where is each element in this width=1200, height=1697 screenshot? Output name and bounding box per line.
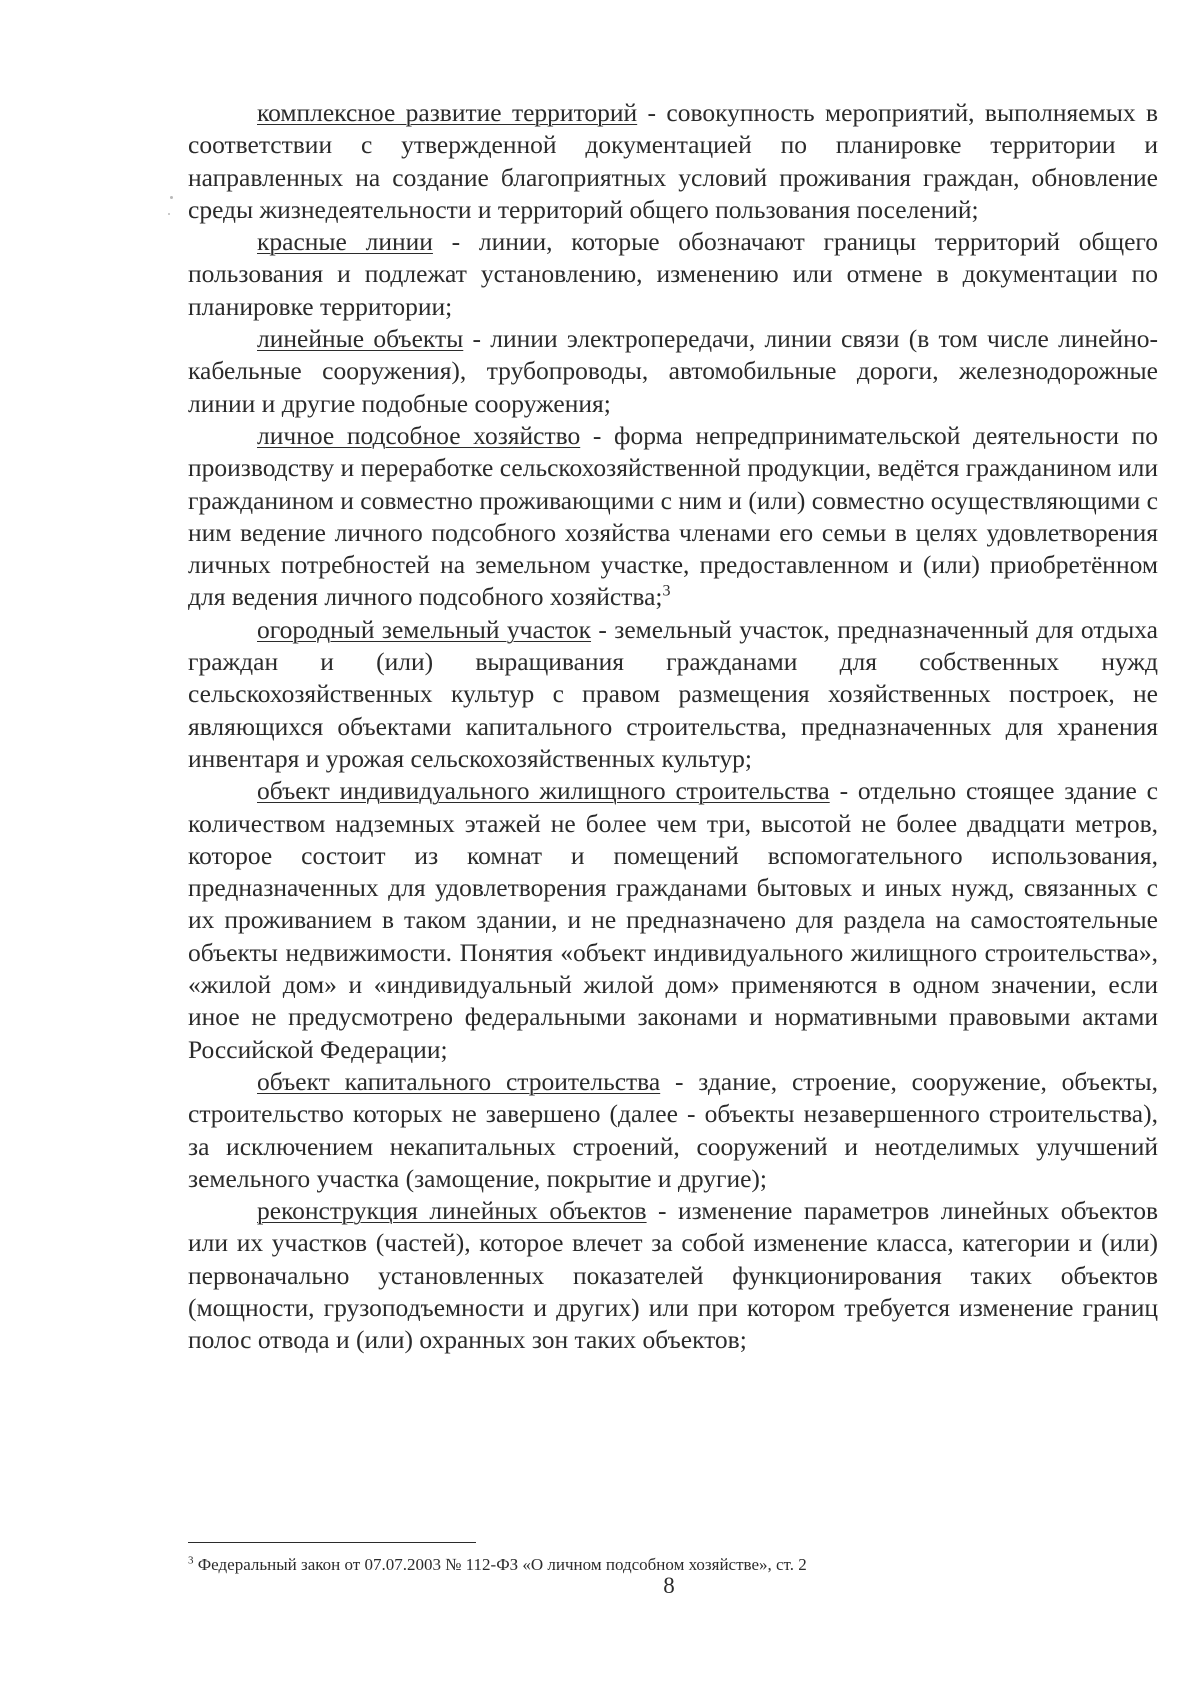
definition-term: личное подсобное хозяйство (257, 420, 581, 450)
definition-paragraph (188, 775, 1158, 1066)
definition-term: комплексное развитие территорий (257, 98, 638, 127)
definitions-list (188, 97, 1158, 1357)
definition-paragraph (188, 226, 1158, 323)
definition-term: реконструкция линейных объектов (257, 1196, 647, 1226)
definition-text: - отдельно стоящее здание с количеством надземных этажей не более чем три, высотой не более двадцати метров, которое состоит из комнат и помещений вспомогательного использования, предназначенных для удовлетворения гражданами бытовых и иных нужд, связанных с их проживанием в таком здании, и не предназначено для раздела на самостоятельные объекты недвижимости. Понятия «объект индивидуального жилищного строительства», «жилой дом» и «индивидуальный жилой дом» применяются в одном значении, если иное не предусмотрено федеральными законами и нормативными правовыми актами Российской Федерации; (188, 776, 1159, 1064)
definition-paragraph (188, 1195, 1158, 1356)
page-number: 8 (663, 1573, 675, 1598)
definition-term: красные линии (257, 227, 433, 257)
definition-text: - совокупность мероприятий, выполняемых в соответствии с утвержденной документацией по планировке территории и направленных на создание благоприятных условий проживания граждан, обновление среды жизнедеятельности и территорий общего пользования поселений; (188, 98, 1158, 224)
definition-term: линейные объекты (257, 324, 464, 354)
footnote-reference[interactable]: 3 (662, 582, 671, 600)
footnote-text: Федеральный закон от 07.07.2003 № 112-ФЗ «О личном подсобном хозяйстве», ст. 2 (197, 1555, 807, 1574)
footnote-separator (188, 1542, 476, 1543)
footnote (188, 1555, 1148, 1575)
definition-text: - земельный участок, предназначенный для отдыха граждан и (или) выращивания гражданами для собственных нужд сельскохозяйственных культур с правом размещения хозяйственных построек, не являющихся объектами капитального строительства, предназначенных для хранения инвентаря и урожая сельскохозяйственных культур; (188, 614, 1158, 773)
definition-term: объект капитального строительства (257, 1066, 661, 1096)
footnote-marker: 3 (188, 1554, 194, 1567)
definition-text: - линии, которые обозначают границы территорий общего пользования и подлежат установлению, изменению или отмене в документации по планировке территории; (188, 227, 1159, 321)
definition-text: - изменение параметров линейных объектов или их участков (частей), которое влечет за собой изменение класса, категории и (или) первоначально установленных показателей функционирования таких объектов (мощности, грузоподъемности и других) или при котором требуется изменение границ полос отвода и (или) охранных зон таких объектов; (188, 1196, 1158, 1355)
definition-paragraph (188, 614, 1158, 775)
definition-paragraph (188, 1066, 1158, 1195)
definition-paragraph (188, 323, 1158, 420)
definition-term: огородный земельный участок (257, 614, 592, 644)
definition-text: - форма непредпринимательской деятельности по производству и переработке сельскохозяйственной продукции, ведётся гражданином или гражданином и совместно проживающими с ним и (или) совместно осуществляющими с ним ведение личного подсобного хозяйства членами его семьи в целях удовлетворения личных потребностей на земельном участке, предоставленном и (или) приобретённом для ведения личного подсобного хозяйства; (188, 420, 1158, 612)
definition-text: - здание, строение, сооружение, объекты, строительство которых не завершено (далее - объекты незавершенного строительства), за исключением некапитальных строений, сооружений и неотделимых улучшений земельного участка (замощение, покрытие и другие); (188, 1066, 1158, 1193)
definition-term: объект индивидуального жилищного строительства (257, 776, 830, 806)
definition-text: - линии электропередачи, линии связи (в том числе линейно-кабельные сооружения), трубопроводы, автомобильные дороги, железнодорожные линии и другие подобные сооружения; (188, 324, 1158, 418)
definition-paragraph (188, 420, 1158, 614)
scan-speck (168, 213, 170, 215)
scan-speck (170, 196, 173, 199)
definition-paragraph (188, 97, 1158, 226)
